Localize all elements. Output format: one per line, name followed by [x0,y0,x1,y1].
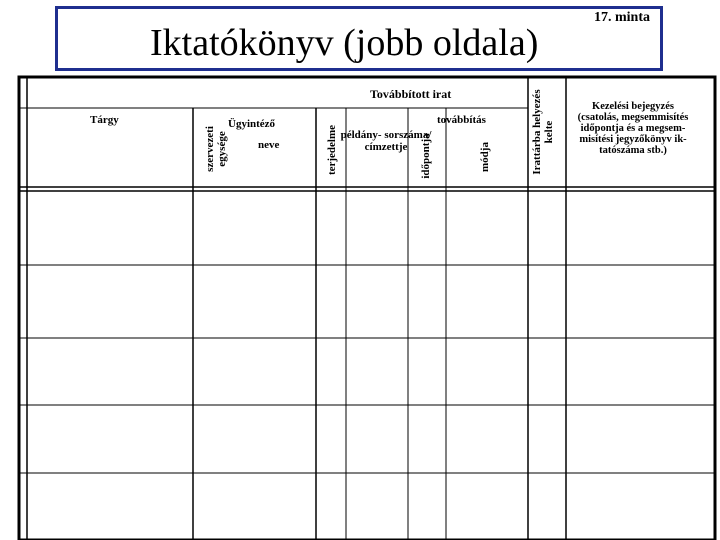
col-header-kezelesi-bejegyzes: Kezelési bejegyzés (csatolás, megsemmisítés időpontja és a megsem- misítési jegyzőkönyv ik- tatószáma stb.) [577,101,689,157]
col-header-peldany: példány- sorszáma/ címzettje [340,129,432,153]
col-header-targy: Tárgy [90,114,119,126]
group-header-tovabbitas: továbbítás [437,114,486,126]
sample-number: 17. minta [594,10,650,25]
group-header-tovabbitott-irat: Továbbított irat [370,87,452,101]
group-header-ugyintezo: Ügyintéző [228,118,276,130]
page-title: Iktatókönyv (jobb oldala) [150,22,539,64]
col-header-modja: módja [479,142,491,172]
col-header-neve: neve [258,139,280,151]
col-header-szervezeti-egysege: szervezeti egysége [204,126,228,172]
col-header-irattarba-helyezes: Irattárba helyezés kelte [531,89,555,175]
col-header-idopontja: időpontja [420,133,432,179]
col-header-terjedelme: terjedelme [326,124,338,176]
